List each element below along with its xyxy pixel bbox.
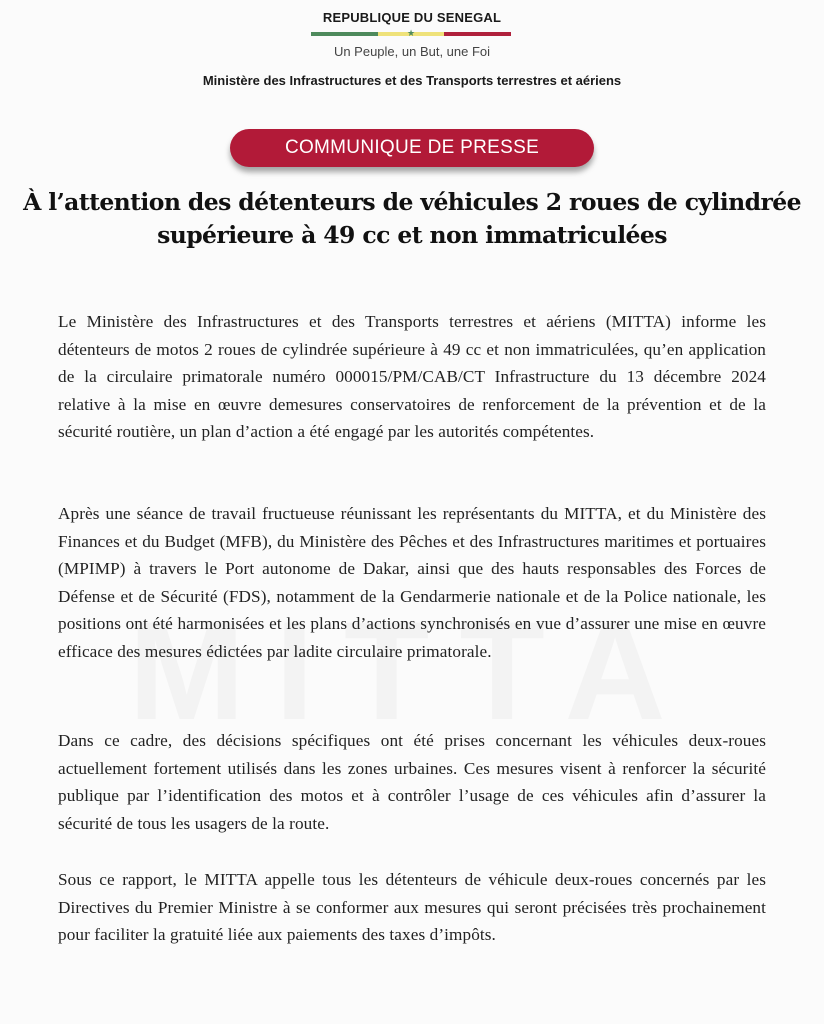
title-line-1: À l’attention des détenteurs de véhicules 2 roues de cylindrée [23, 188, 801, 216]
paragraph-2: Après une séance de travail fructueuse réunissant les représentants du MITTA, et du Ministère des Finances et du Budget (MFB), du Ministère des Pêches et des Infrastructures maritimes et portuaires (MPIMP) à travers le Port autonome de Dakar, ainsi que des hauts responsables des Forces de Défense et de Sécurité (FDS), notamment de la Gendarmerie nationale et de la Police nationale, les positions ont été harmonisées et les plans d’actions synchronisés en vue d’assurer une mise en œuvre efficace des mesures édictées par ladite circulaire primatorale. [58, 504, 766, 661]
republic-heading: REPUBLIQUE DU SENEGAL [322, 10, 502, 25]
national-motto: Un Peuple, un But, une Foi [333, 44, 491, 59]
paragraph-4: Sous ce rapport, le MITTA appelle tous les détenteurs de véhicule deux-roues concernés par les Directives du Premier Ministre à se conformer aux mesures qui seront précisées très prochainement pour faciliter la gratuité liée aux paiements des taxes d’impôts. [58, 870, 766, 944]
ministry-name: Ministère des Infrastructures et des Transports terrestres et aériens [202, 73, 622, 88]
title-line-2: supérieure à 49 cc et non immatriculées [157, 221, 667, 249]
flag-stripe [311, 28, 511, 38]
document-title [20, 186, 804, 252]
flag-green [311, 32, 378, 36]
paragraph-3: Dans ce cadre, des décisions spécifiques ont été prises concernant les véhicules deux-roues actuellement fortement utilisés dans les zones urbaines. Ces mesures visent à renforcer la sécurité publique par l’identification des motos et à contrôler l’usage de ces véhicules afin d’assurer la sécurité de tous les usagers de la route. [58, 731, 766, 833]
flag-yellow [378, 28, 445, 38]
flag-red [444, 32, 511, 36]
paragraph-1: Le Ministère des Infrastructures et des Transports terrestres et aériens (MITTA) informe les détenteurs de motos 2 roues de cylindrée supérieure à 49 cc et non immatriculées, qu’en application de la circulaire primatorale numéro 000015/PM/CAB/CT Infrastructure du 13 décembre 2024 relative à la mise en œuvre demesures conservatoires de renforcement de la prévention et de la sécurité routière, un plan d’action a été engagé par les autorités compétentes. [58, 312, 766, 441]
press-release-badge: COMMUNIQUE DE PRESSE [230, 129, 594, 167]
star-icon: ★ [406, 28, 416, 38]
